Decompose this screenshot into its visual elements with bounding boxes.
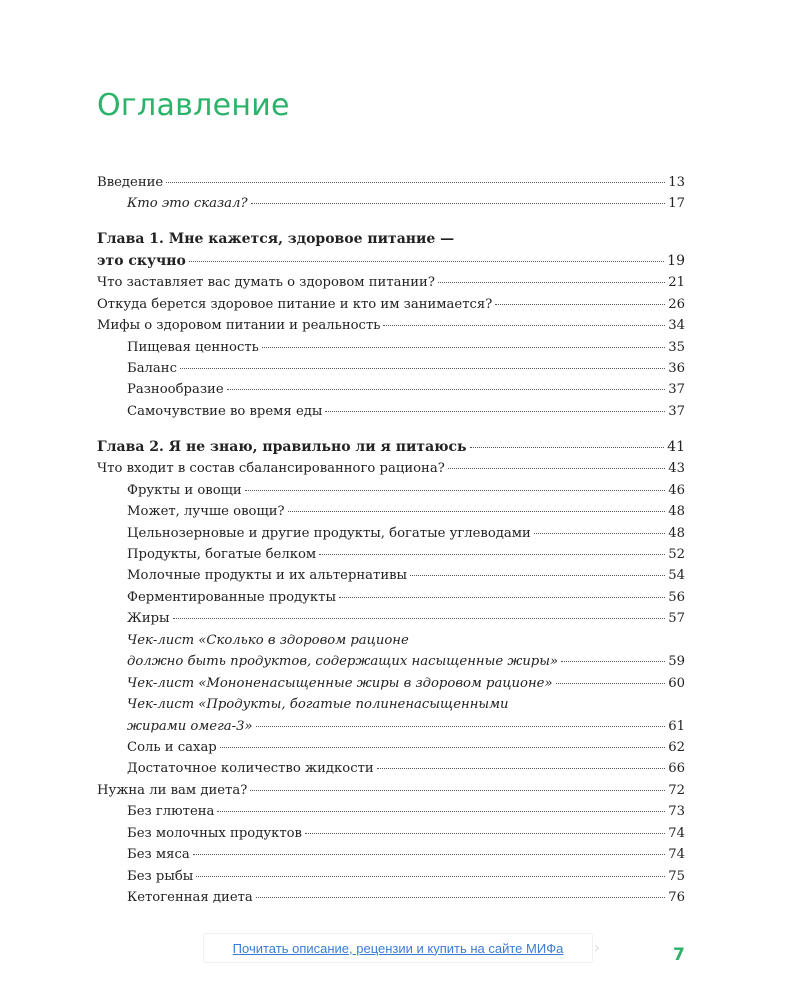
dot-leader — [193, 854, 666, 855]
toc-entry-title: Кто это сказал? — [127, 196, 248, 212]
dot-leader — [556, 683, 666, 684]
dot-leader — [245, 490, 666, 491]
dot-leader — [377, 768, 666, 769]
toc-entry[interactable] — [97, 501, 685, 522]
dot-leader — [166, 182, 665, 183]
toc-entry[interactable] — [97, 523, 685, 544]
toc-page-number: 37 — [668, 382, 685, 398]
toc-page-number: 62 — [668, 739, 685, 755]
toc-page-number: 57 — [668, 611, 685, 627]
toc-entry-title-line: Чек-лист «Продукты, богатые полиненасыщенными — [127, 697, 509, 713]
dot-leader — [196, 876, 665, 877]
toc-entry-title-line: Глава 1. Мне кажется, здоровое питание — — [97, 231, 455, 248]
dot-leader — [189, 261, 664, 262]
toc-page-number: 37 — [668, 403, 685, 419]
toc-page-number: 36 — [668, 361, 685, 376]
dot-leader — [438, 282, 665, 283]
toc-page-number: 59 — [668, 654, 685, 670]
toc-entry[interactable] — [97, 401, 685, 422]
toc-entry-title: Фрукты и овощи — [127, 482, 242, 498]
page-number: 7 — [673, 945, 685, 965]
toc-entry[interactable] — [97, 630, 685, 673]
toc-entry-title: Достаточное количество жидкости — [127, 761, 374, 777]
dot-leader — [339, 597, 665, 598]
toc-entry[interactable] — [97, 379, 685, 400]
toc-entry-title: Соль и сахар — [127, 739, 217, 755]
toc-entry[interactable] — [97, 172, 685, 193]
dot-leader — [217, 811, 665, 812]
toc-entry-title: Что заставляет вас думать о здоровом питании? — [97, 275, 435, 291]
toc-entry-title: Баланс — [127, 361, 177, 376]
toc-entry-title: Откуда берется здоровое питание и кто им занимается? — [97, 296, 493, 312]
toc-page-number: 46 — [668, 482, 685, 498]
toc-page-number: 34 — [668, 318, 685, 334]
toc-page-number: 48 — [668, 504, 685, 520]
dot-leader — [561, 661, 665, 662]
dot-leader — [173, 618, 666, 619]
toc-entry[interactable] — [97, 587, 685, 608]
dot-leader — [256, 726, 666, 727]
toc-entry-title: жирами омега-3» — [127, 718, 253, 734]
toc-entry[interactable] — [97, 673, 685, 694]
toc-entry-title: Цельнозерновые и другие продукты, богатые углеводами — [127, 525, 531, 541]
toc-entry[interactable] — [97, 608, 685, 629]
toc-entry[interactable] — [97, 358, 685, 379]
toc-page-number: 21 — [668, 275, 685, 291]
dot-leader — [325, 411, 665, 412]
dot-leader — [495, 304, 665, 305]
toc-entry[interactable] — [97, 737, 685, 758]
page-title: Оглавление — [97, 88, 290, 123]
dot-leader — [288, 511, 666, 512]
toc-page-number: 17 — [668, 196, 685, 212]
toc-page-number: 74 — [668, 847, 685, 863]
toc-entry-title: Без глютена — [127, 804, 215, 820]
toc-entry[interactable] — [97, 458, 685, 479]
dot-leader — [256, 897, 665, 898]
toc-page-number: 74 — [668, 825, 685, 841]
dot-leader — [180, 368, 665, 369]
toc-entry-title: Чек-лист «Мононенасыщенные жиры в здоровом рационе» — [127, 675, 553, 691]
toc-entry-title: Без мяса — [127, 847, 190, 863]
toc-entry-title: Может, лучше овощи? — [127, 504, 285, 520]
toc-entry[interactable] — [97, 565, 685, 586]
toc-page-number: 66 — [668, 761, 685, 777]
dot-leader — [305, 833, 665, 834]
toc-entry-title: Молочные продукты и их альтернативы — [127, 568, 408, 584]
toc-entry[interactable] — [97, 887, 685, 908]
toc-entry-title: должно быть продуктов, содержащих насыщенные жиры» — [127, 654, 559, 670]
toc-entry[interactable] — [97, 758, 685, 779]
dot-leader — [470, 447, 665, 448]
dot-leader — [251, 203, 666, 204]
dot-leader — [410, 575, 665, 576]
toc-page-number: 72 — [668, 782, 685, 798]
toc-entry[interactable] — [97, 315, 685, 336]
toc-page-number: 48 — [668, 525, 685, 541]
dot-leader — [383, 325, 665, 326]
toc-entry[interactable] — [97, 866, 685, 887]
toc-page-number: 13 — [668, 175, 685, 190]
toc-page-number: 19 — [667, 252, 685, 269]
toc-entry-title: Пищевая ценность — [127, 339, 259, 355]
dot-leader — [319, 554, 665, 555]
dot-leader — [262, 347, 665, 348]
toc-entry[interactable] — [97, 780, 685, 801]
toc-entry[interactable] — [97, 294, 685, 315]
toc-page-number: 41 — [667, 438, 685, 455]
dot-leader — [227, 389, 666, 390]
toc-entry[interactable] — [97, 823, 685, 844]
toc-entry-title: Введение — [97, 175, 164, 190]
toc-entry-title: Нужна ли вам диета? — [97, 782, 248, 798]
toc-entry-title: Кетогенная диета — [127, 890, 253, 905]
toc-page-number: 76 — [668, 890, 685, 905]
toc-page-number: 73 — [668, 804, 685, 820]
toc-page-number: 26 — [668, 296, 685, 312]
store-link[interactable]: Почитать описание, рецензии и купить на сайте МИФа — [232, 940, 564, 956]
toc-entry[interactable] — [97, 337, 685, 358]
toc-chapter[interactable] — [97, 229, 685, 272]
dot-leader — [220, 747, 665, 748]
dot-leader — [448, 468, 665, 469]
toc-entry[interactable] — [97, 694, 685, 737]
toc-entry-title: Ферментированные продукты — [127, 589, 336, 605]
table-of-contents — [97, 172, 685, 908]
toc-chapter[interactable] — [97, 437, 685, 458]
toc-page-number: 61 — [668, 718, 685, 734]
toc-page-number: 75 — [668, 868, 685, 884]
toc-page-number: 52 — [668, 547, 685, 562]
toc-page-number: 43 — [668, 461, 685, 477]
toc-page-number: 56 — [668, 589, 685, 605]
toc-entry-title: Самочувствие во время еды — [127, 403, 323, 419]
store-link-banner[interactable] — [203, 933, 600, 963]
toc-entry[interactable] — [97, 844, 685, 865]
toc-entry-title: Жиры — [127, 611, 170, 627]
toc-entry-title: Продукты, богатые белком — [127, 547, 317, 562]
dot-leader — [250, 790, 665, 791]
toc-entry[interactable] — [97, 193, 685, 214]
toc-entry[interactable] — [97, 544, 685, 565]
chevron-right-icon: › — [593, 938, 600, 957]
toc-page-number: 54 — [668, 568, 685, 584]
toc-entry-title-line: Чек-лист «Сколько в здоровом рационе — [127, 632, 409, 648]
toc-page-number: 60 — [668, 675, 685, 691]
dot-leader — [534, 533, 665, 534]
toc-entry-title: Без молочных продуктов — [127, 825, 302, 841]
toc-page-number: 35 — [668, 339, 685, 355]
toc-entry-title: это скучно — [97, 252, 186, 269]
toc-entry-title: Без рыбы — [127, 868, 194, 884]
toc-entry-title: Разнообразие — [127, 382, 224, 398]
toc-entry-title: Что входит в состав сбалансированного рациона? — [97, 461, 445, 477]
toc-entry[interactable] — [97, 801, 685, 822]
toc-entry[interactable] — [97, 272, 685, 293]
toc-entry-title: Глава 2. Я не знаю, правильно ли я питаюсь — [97, 438, 467, 455]
toc-entry-title: Мифы о здоровом питании и реальность — [97, 318, 381, 334]
toc-entry[interactable] — [97, 480, 685, 501]
